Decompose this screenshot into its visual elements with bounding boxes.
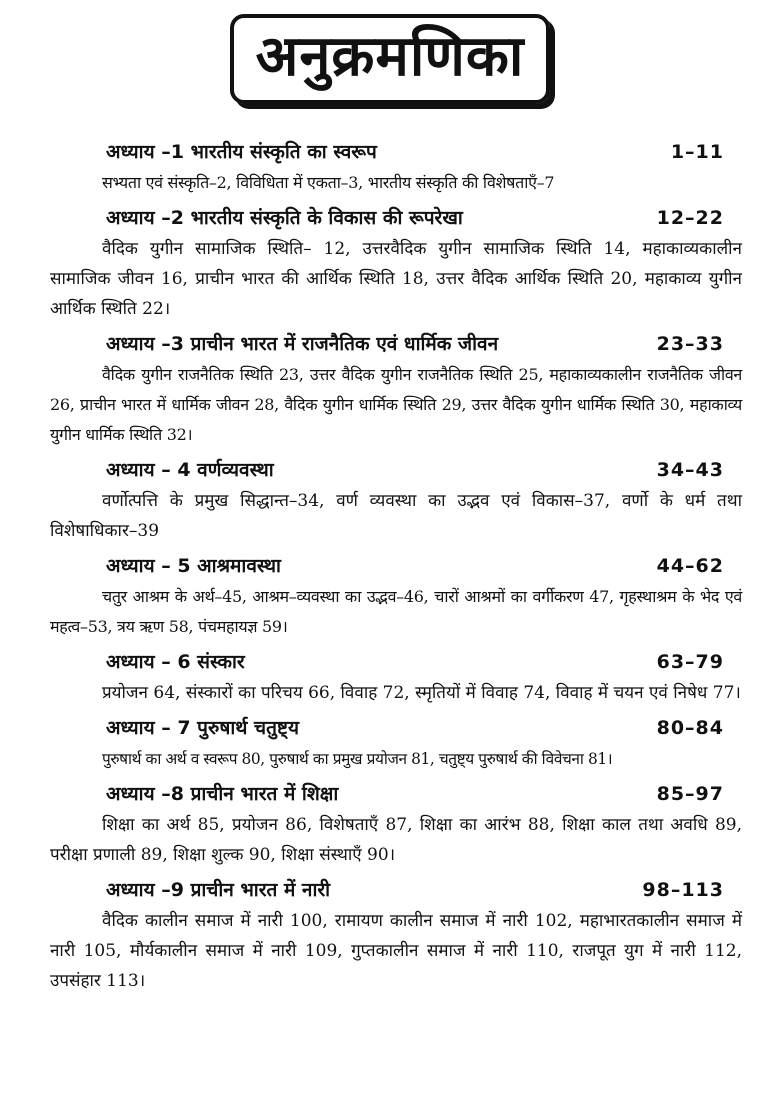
title-area	[0, 14, 780, 104]
chapter-heading-row	[50, 646, 742, 678]
chapter-topics: वर्णोत्पत्ति के प्रमुख सिद्धान्त–34, वर्ण व्यवस्था का उद्भव एवं विकास–37, वर्णो के धर्म तथा विशेषाधिकार–39	[50, 491, 742, 541]
chapter-9	[50, 874, 742, 996]
chapter-heading-row	[50, 778, 742, 810]
chapter-pages: 63–79	[656, 651, 724, 673]
chapter-heading: अध्याय – 7 पुरुषार्थ चतुष्ट्य	[106, 717, 300, 739]
chapter-pages: 85–97	[656, 783, 724, 805]
chapter-pages: 12–22	[656, 207, 724, 229]
table-of-contents	[50, 136, 742, 1000]
chapter-pages: 23–33	[656, 333, 724, 355]
chapter-heading-row	[50, 328, 742, 360]
chapter-heading-row	[50, 136, 742, 168]
chapter-heading-row	[50, 454, 742, 486]
chapter-pages: 44–62	[656, 555, 724, 577]
chapter-8	[50, 778, 742, 870]
chapter-heading: अध्याय –2 भारतीय संस्कृति के विकास की रूपरेखा	[106, 207, 463, 229]
chapter-heading: अध्याय –9 प्राचीन भारत में नारी	[106, 879, 331, 901]
chapter-heading: अध्याय –3 प्राचीन भारत में राजनैतिक एवं धार्मिक जीवन	[106, 333, 499, 355]
chapter-heading-row	[50, 874, 742, 906]
chapter-topics: चतुर आश्रम के अर्थ–45, आश्रम–व्यवस्था का उद्भव–46, चारों आश्रमों का वर्गीकरण 47, गृहस्थाश्रम के भेद एवं महत्व–53, त्रय ऋण 58, पंचमहायज्ञ 59।	[50, 587, 742, 636]
chapter-heading: अध्याय –1 भारतीय संस्कृति का स्वरूप	[106, 141, 377, 163]
chapter-1	[50, 136, 742, 198]
chapter-pages: 98–113	[642, 879, 724, 901]
chapter-heading-row	[50, 202, 742, 234]
chapter-heading: अध्याय –8 प्राचीन भारत में शिक्षा	[106, 783, 339, 805]
chapter-pages: 34–43	[656, 459, 724, 481]
chapter-3	[50, 328, 742, 450]
chapter-6	[50, 646, 742, 708]
chapter-heading: अध्याय – 6 संस्कार	[106, 651, 245, 673]
chapter-2	[50, 202, 742, 324]
chapter-7	[50, 712, 742, 774]
chapter-topics: प्रयोजन 64, संस्कारों का परिचय 66, विवाह 72, स्मृतियों में विवाह 74, विवाह में चयन एवं निषेध 77।	[102, 683, 741, 703]
chapter-topics: सभ्यता एवं संस्कृति–2, विविधिता में एकता–3, भारतीय संस्कृति की विशेषताएँ–7	[102, 173, 555, 192]
chapter-heading-row	[50, 550, 742, 582]
chapter-topics: वैदिक कालीन समाज में नारी 100, रामायण कालीन समाज में नारी 102, महाभारतकालीन समाज में नारी 105, मौर्यकालीन समाज में नारी 109, गुप्तकालीन समाज में नारी 110, राजपूत युग में नारी 112, उपसंहार 113।	[50, 911, 742, 991]
chapter-pages: 80–84	[656, 717, 724, 739]
page-title: अनुक्रमणिका	[230, 14, 551, 104]
chapter-heading-row	[50, 712, 742, 744]
chapter-4	[50, 454, 742, 546]
chapter-heading: अध्याय – 5 आश्रमावस्था	[106, 555, 281, 577]
chapter-5	[50, 550, 742, 642]
chapter-pages: 1–11	[670, 141, 724, 163]
chapter-topics: वैदिक युगीन सामाजिक स्थिति– 12, उत्तरवैदिक युगीन सामाजिक स्थिति 14, महाकाव्यकालीन सामाजिक जीवन 16, प्राचीन भारत की आर्थिक स्थिति 18, उत्तर वैदिक आर्थिक स्थिति 20, महाकाव्य युगीन आर्थिक स्थिति 22।	[50, 239, 742, 319]
chapter-heading: अध्याय – 4 वर्णव्यवस्था	[106, 459, 274, 481]
chapter-topics: शिक्षा का अर्थ 85, प्रयोजन 86, विशेषताएँ 87, शिक्षा का आरंभ 88, शिक्षा काल तथा अवधि 89, परीक्षा प्रणाली 89, शिक्षा शुल्क 90, शिक्षा संस्थाएँ 90।	[50, 815, 742, 865]
chapter-topics: पुरुषार्थ का अर्थ व स्वरूप 80, पुरुषार्थ का प्रमुख प्रयोजन 81, चतुष्ट्य पुरुषार्थ की विवेचना 81।	[102, 750, 613, 768]
chapter-topics: वैदिक युगीन राजनैतिक स्थिति 23, उत्तर वैदिक युगीन राजनैतिक स्थिति 25, महाकाव्यकालीन राजनैतिक जीवन 26, प्राचीन भारत में धार्मिक जीवन 28, वैदिक युगीन धार्मिक स्थिति 29, उत्तर वैदिक युगीन धार्मिक स्थिति 30, महाकाव्य युगीन धार्मिक स्थिति 32।	[50, 365, 742, 444]
